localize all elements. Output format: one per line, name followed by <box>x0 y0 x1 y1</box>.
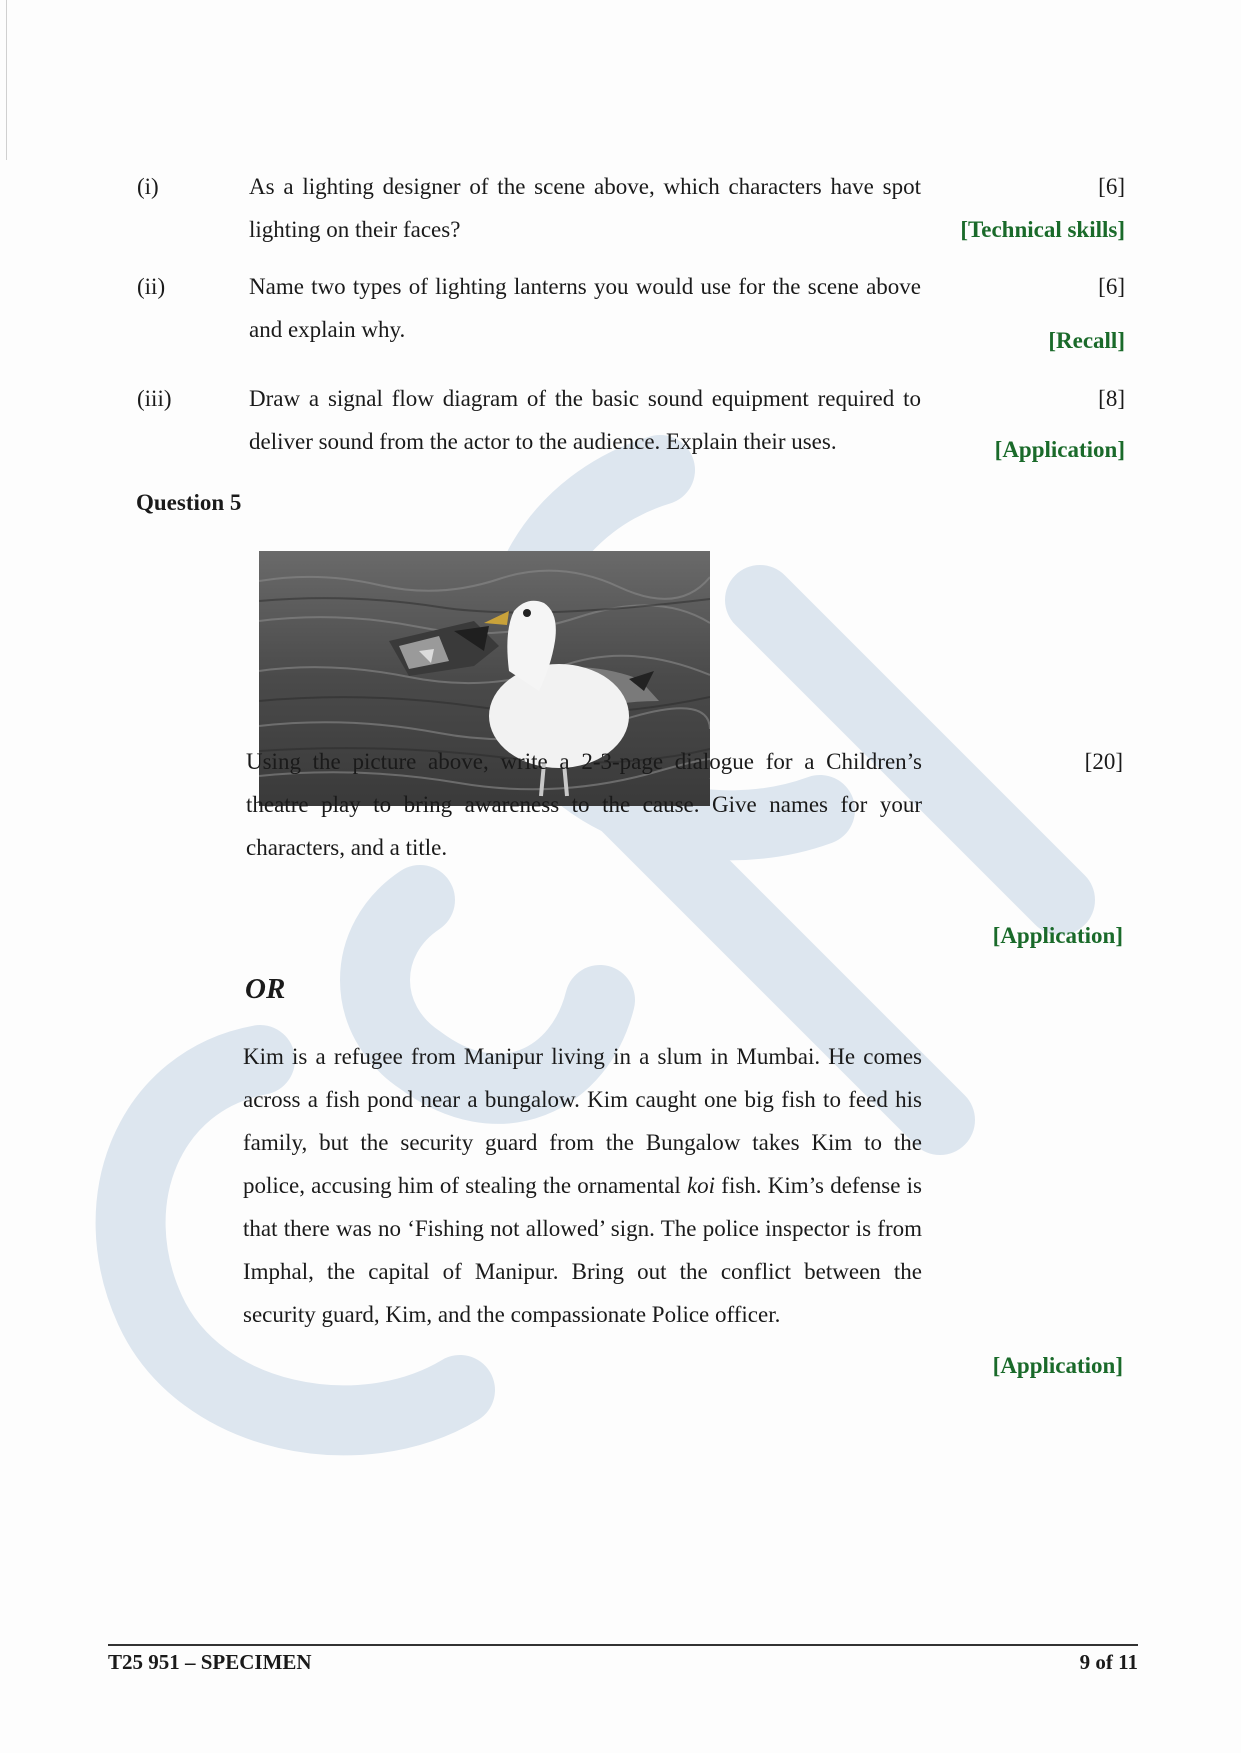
question5-skill-tag: [Application] <box>992 923 1123 948</box>
item-number: (iii) <box>137 386 172 411</box>
item-question: Name two types of lighting lanterns you would use for the scene above and explain why. <box>249 274 921 342</box>
item-question: Draw a signal flow diagram of the basic sound equipment required to deliver sound from the actor to the audience. Explain their uses. <box>249 386 921 454</box>
item-skill-tag: [Recall] <box>1048 328 1125 353</box>
item-question: As a lighting designer of the scene above, which characters have spot lighting on their faces? <box>249 174 921 242</box>
question5-marks: [20] <box>1084 749 1123 774</box>
part-b-text: Kim is a refugee from Manipur living in a slum in Mumbai. He comes across a fish pond near a bungalow. Kim caught one big fish to feed his family, but the security guard from the Bungalow takes Kim to the police, accusing him of stealing the ornamental <box>243 1044 922 1198</box>
item-marks: [8] <box>1098 386 1125 411</box>
scan-edge <box>6 0 7 160</box>
question5-part-a: Using the picture above, write a 2-3-page dialogue for a Children’s theatre play to bring awareness to the cause. Give names for your characters, and a title. <box>246 749 922 860</box>
item-number: (ii) <box>137 274 166 299</box>
item-marks: [6] <box>1098 174 1125 199</box>
item-skill-tag: [Application] <box>994 437 1125 462</box>
part-b-text-end: fish. Kim’s defense is that there was no ‘Fishing not allowed’ sign. The police inspector is from Imphal, the capital of Manipur. Bring out the conflict between the security guard, Kim, and the compassionate Police officer. <box>243 1173 922 1327</box>
item-skill-tag: [Technical skills] <box>960 217 1125 242</box>
question5-part-b <box>243 1035 922 1336</box>
footer-rule <box>108 1644 1138 1646</box>
question-heading: Question 5 <box>136 490 242 515</box>
item-number: (i) <box>137 174 159 199</box>
part-b-italic-term: koi <box>686 1173 716 1198</box>
or-label: OR <box>245 973 286 1005</box>
question5-alt-skill-tag: [Application] <box>992 1353 1123 1378</box>
item-marks: [6] <box>1098 274 1125 299</box>
page-number: 9 of 11 <box>1079 1650 1138 1674</box>
paper-code: T25 951 – SPECIMEN <box>108 1650 312 1674</box>
